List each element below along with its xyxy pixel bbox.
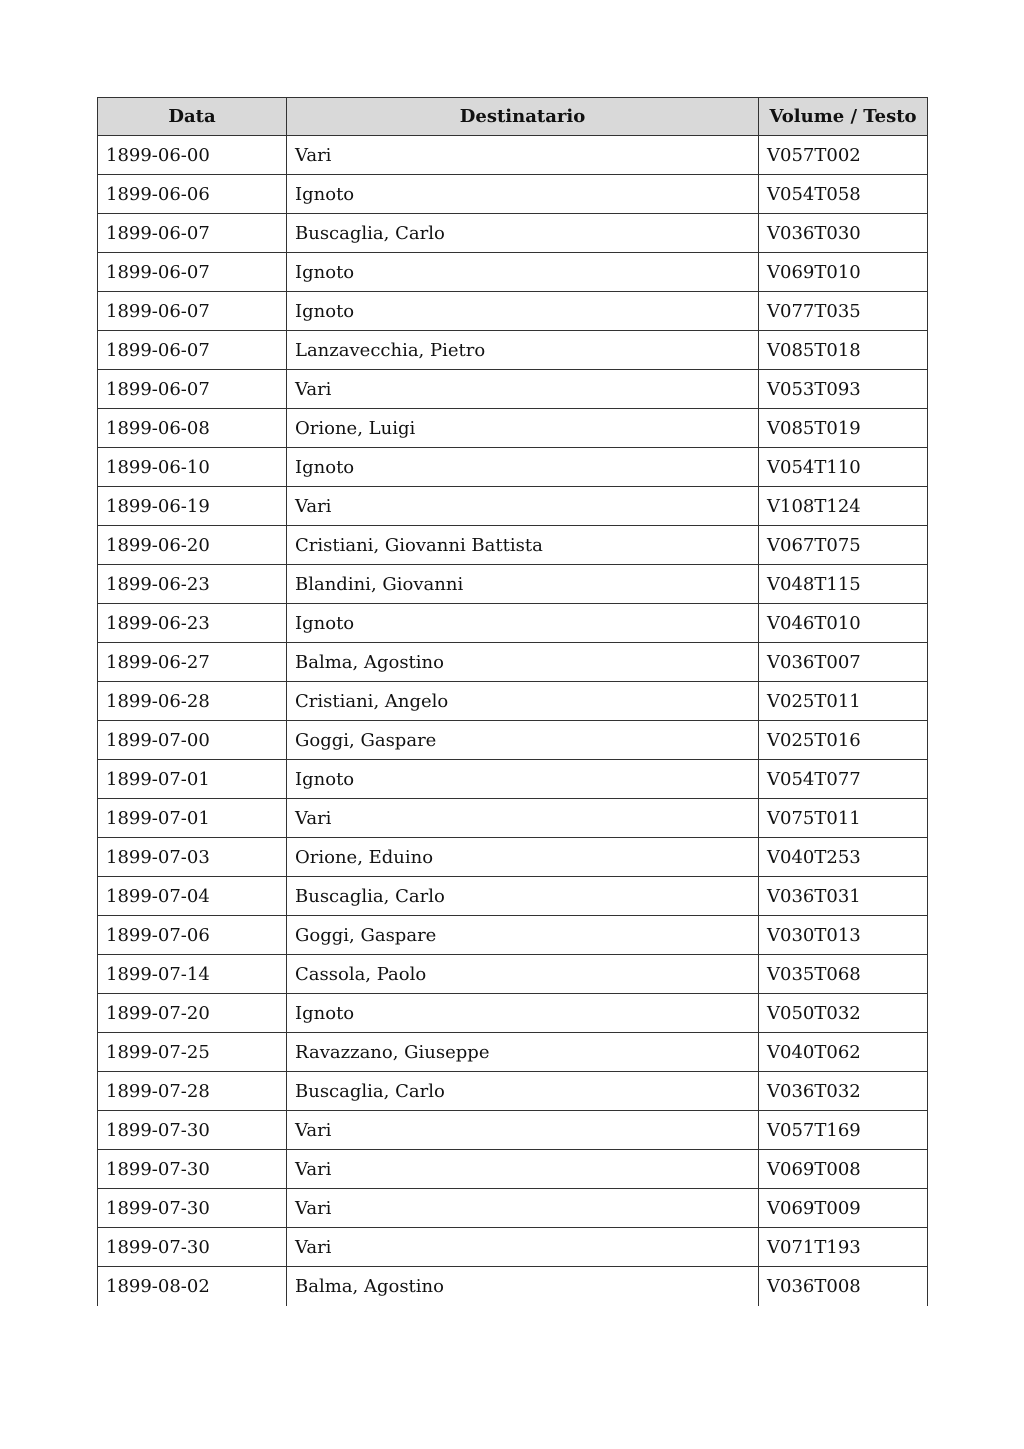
cell-recipient: Vari xyxy=(287,1111,759,1150)
table-row xyxy=(98,643,928,682)
table-row xyxy=(98,760,928,799)
cell-date: 1899-06-07 xyxy=(98,331,287,370)
cell-recipient: Buscaglia, Carlo xyxy=(287,1072,759,1111)
cell-recipient: Cristiani, Angelo xyxy=(287,682,759,721)
cell-volume: V057T169 xyxy=(759,1111,928,1150)
cell-volume: V077T035 xyxy=(759,292,928,331)
cell-date: 1899-07-30 xyxy=(98,1150,287,1189)
cell-recipient: Vari xyxy=(287,370,759,409)
cell-recipient: Vari xyxy=(287,1189,759,1228)
cell-volume: V053T093 xyxy=(759,370,928,409)
header-recipient: Destinatario xyxy=(287,98,759,136)
cell-recipient: Vari xyxy=(287,487,759,526)
table-row xyxy=(98,877,928,916)
cell-recipient: Orione, Luigi xyxy=(287,409,759,448)
cell-volume: V040T062 xyxy=(759,1033,928,1072)
cell-recipient: Vari xyxy=(287,136,759,175)
table-row xyxy=(98,1072,928,1111)
cell-volume: V085T019 xyxy=(759,409,928,448)
cell-volume: V036T007 xyxy=(759,643,928,682)
cell-date: 1899-06-07 xyxy=(98,370,287,409)
cell-recipient: Balma, Agostino xyxy=(287,1267,759,1306)
cell-date: 1899-07-28 xyxy=(98,1072,287,1111)
cell-date: 1899-07-30 xyxy=(98,1111,287,1150)
table-row xyxy=(98,214,928,253)
cell-volume: V057T002 xyxy=(759,136,928,175)
cell-volume: V050T032 xyxy=(759,994,928,1033)
header-volume: Volume / Testo xyxy=(759,98,928,136)
cell-date: 1899-07-00 xyxy=(98,721,287,760)
cell-volume: V071T193 xyxy=(759,1228,928,1267)
cell-date: 1899-06-07 xyxy=(98,214,287,253)
table-row xyxy=(98,409,928,448)
cell-recipient: Ravazzano, Giuseppe xyxy=(287,1033,759,1072)
table-row xyxy=(98,1150,928,1189)
cell-volume: V069T008 xyxy=(759,1150,928,1189)
cell-date: 1899-06-07 xyxy=(98,292,287,331)
cell-recipient: Balma, Agostino xyxy=(287,643,759,682)
table-row xyxy=(98,1228,928,1267)
table-row xyxy=(98,565,928,604)
table-row xyxy=(98,994,928,1033)
table-row xyxy=(98,721,928,760)
table-row xyxy=(98,799,928,838)
table-row xyxy=(98,1111,928,1150)
cell-volume: V075T011 xyxy=(759,799,928,838)
table-row xyxy=(98,331,928,370)
cell-recipient: Ignoto xyxy=(287,253,759,292)
cell-recipient: Vari xyxy=(287,799,759,838)
table-row xyxy=(98,136,928,175)
header-row xyxy=(98,98,928,136)
cell-date: 1899-06-27 xyxy=(98,643,287,682)
cell-recipient: Goggi, Gaspare xyxy=(287,916,759,955)
cell-volume: V085T018 xyxy=(759,331,928,370)
cell-volume: V108T124 xyxy=(759,487,928,526)
cell-date: 1899-07-03 xyxy=(98,838,287,877)
cell-volume: V036T031 xyxy=(759,877,928,916)
cell-volume: V048T115 xyxy=(759,565,928,604)
table-row xyxy=(98,370,928,409)
table-body xyxy=(98,136,928,1306)
cell-volume: V040T253 xyxy=(759,838,928,877)
cell-recipient: Lanzavecchia, Pietro xyxy=(287,331,759,370)
cell-date: 1899-07-20 xyxy=(98,994,287,1033)
table-header xyxy=(98,98,928,136)
cell-volume: V035T068 xyxy=(759,955,928,994)
cell-date: 1899-06-08 xyxy=(98,409,287,448)
table-row xyxy=(98,916,928,955)
cell-volume: V036T032 xyxy=(759,1072,928,1111)
cell-date: 1899-07-30 xyxy=(98,1228,287,1267)
cell-date: 1899-07-14 xyxy=(98,955,287,994)
table-row xyxy=(98,604,928,643)
table-row xyxy=(98,1267,928,1306)
cell-recipient: Ignoto xyxy=(287,760,759,799)
letters-table xyxy=(97,97,928,1306)
table-row xyxy=(98,448,928,487)
table-row xyxy=(98,1033,928,1072)
cell-date: 1899-07-30 xyxy=(98,1189,287,1228)
cell-date: 1899-06-20 xyxy=(98,526,287,565)
cell-date: 1899-07-01 xyxy=(98,799,287,838)
cell-date: 1899-06-23 xyxy=(98,565,287,604)
cell-recipient: Ignoto xyxy=(287,292,759,331)
cell-date: 1899-07-01 xyxy=(98,760,287,799)
cell-volume: V069T010 xyxy=(759,253,928,292)
cell-recipient: Ignoto xyxy=(287,604,759,643)
cell-recipient: Vari xyxy=(287,1228,759,1267)
cell-recipient: Buscaglia, Carlo xyxy=(287,877,759,916)
table-row xyxy=(98,253,928,292)
cell-volume: V067T075 xyxy=(759,526,928,565)
cell-date: 1899-08-02 xyxy=(98,1267,287,1306)
cell-volume: V054T077 xyxy=(759,760,928,799)
table-row xyxy=(98,292,928,331)
header-date: Data xyxy=(98,98,287,136)
cell-volume: V069T009 xyxy=(759,1189,928,1228)
cell-recipient: Cristiani, Giovanni Battista xyxy=(287,526,759,565)
table-row xyxy=(98,1189,928,1228)
cell-volume: V054T058 xyxy=(759,175,928,214)
cell-date: 1899-07-06 xyxy=(98,916,287,955)
cell-recipient: Ignoto xyxy=(287,175,759,214)
cell-date: 1899-06-23 xyxy=(98,604,287,643)
cell-recipient: Blandini, Giovanni xyxy=(287,565,759,604)
table-row xyxy=(98,175,928,214)
cell-volume: V030T013 xyxy=(759,916,928,955)
cell-recipient: Cassola, Paolo xyxy=(287,955,759,994)
cell-volume: V036T030 xyxy=(759,214,928,253)
cell-date: 1899-06-19 xyxy=(98,487,287,526)
cell-volume: V046T010 xyxy=(759,604,928,643)
cell-date: 1899-07-25 xyxy=(98,1033,287,1072)
cell-volume: V025T011 xyxy=(759,682,928,721)
cell-date: 1899-06-28 xyxy=(98,682,287,721)
table-row xyxy=(98,487,928,526)
cell-recipient: Ignoto xyxy=(287,994,759,1033)
table-row xyxy=(98,955,928,994)
cell-recipient: Goggi, Gaspare xyxy=(287,721,759,760)
cell-volume: V054T110 xyxy=(759,448,928,487)
cell-date: 1899-07-04 xyxy=(98,877,287,916)
table-row xyxy=(98,526,928,565)
table-row xyxy=(98,838,928,877)
cell-recipient: Orione, Eduino xyxy=(287,838,759,877)
cell-recipient: Vari xyxy=(287,1150,759,1189)
cell-volume: V025T016 xyxy=(759,721,928,760)
cell-date: 1899-06-00 xyxy=(98,136,287,175)
cell-recipient: Ignoto xyxy=(287,448,759,487)
table-row xyxy=(98,682,928,721)
cell-volume: V036T008 xyxy=(759,1267,928,1306)
cell-recipient: Buscaglia, Carlo xyxy=(287,214,759,253)
cell-date: 1899-06-10 xyxy=(98,448,287,487)
cell-date: 1899-06-07 xyxy=(98,253,287,292)
cell-date: 1899-06-06 xyxy=(98,175,287,214)
